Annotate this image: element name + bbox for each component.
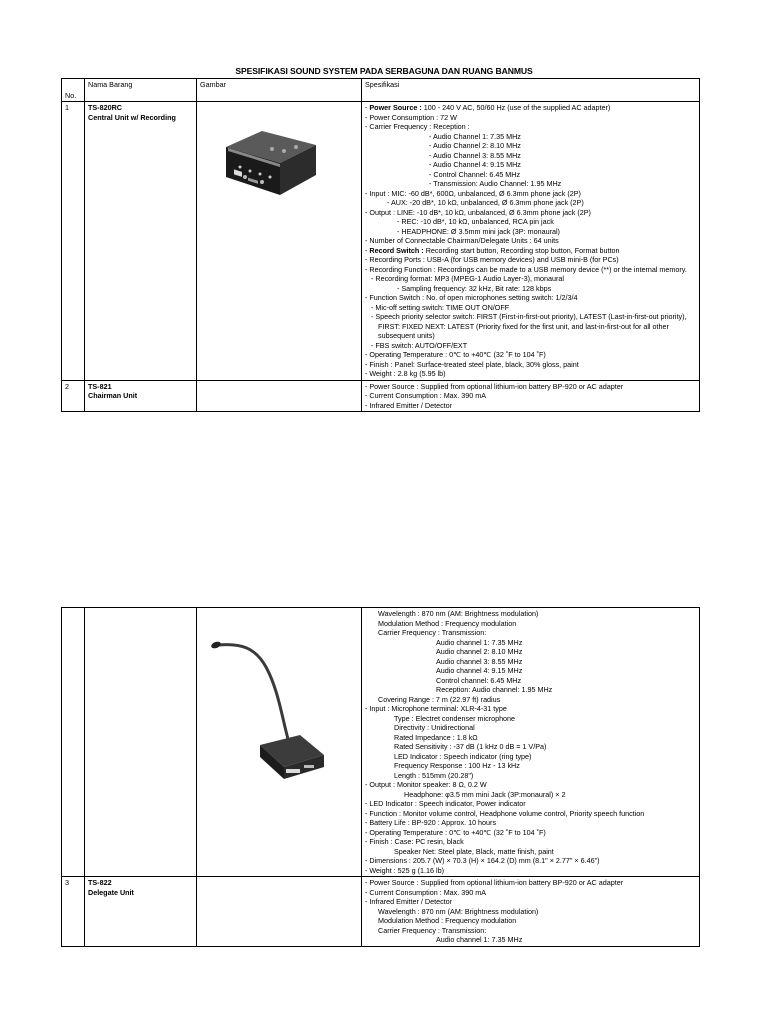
spec-text: Audio channel 1: 7.35 MHz [436, 637, 523, 647]
spec-line [365, 780, 696, 790]
item-no-empty [62, 608, 85, 877]
table-header-row [62, 79, 700, 102]
item-spec-cell [362, 102, 700, 381]
bullet-dash: - [365, 359, 370, 369]
spec-line [365, 742, 696, 752]
spec-line [365, 274, 696, 284]
bullet-dash: - [365, 369, 370, 378]
spec-text: Modulation Method : Frequency modulation [378, 618, 517, 628]
bullet-dash: - [365, 207, 370, 217]
spec-line [365, 350, 696, 360]
bullet-dash: - [365, 780, 370, 789]
item-image-cell [197, 608, 362, 877]
item-spec-cell [362, 877, 700, 947]
spec-text: Output : LINE: -10 dB*, 10 kΩ, unbalanced, Ø 6.3mm phone jack (2P) [369, 207, 591, 217]
spec-text: Audio channel 3: 8.55 MHz [436, 656, 523, 666]
spec-text: Finish : Case: PC resin, black [369, 837, 464, 846]
bullet-dash: - [365, 122, 370, 131]
spec-line [365, 160, 696, 170]
bullet-dash: - [365, 837, 370, 846]
spec-line [365, 916, 696, 926]
bullet-dash: - [365, 188, 370, 198]
spec-line [365, 685, 696, 695]
spec-line [365, 208, 696, 218]
spec-text: AUX: -20 dB*, 10 kΩ, unbalanced, Ø 6.3mm phone jack (2P) [391, 198, 584, 207]
spec-line [365, 723, 696, 733]
item-code: TS-821 [88, 381, 112, 391]
spec-line [365, 312, 696, 341]
spec-line [365, 878, 696, 888]
spec-line [365, 888, 696, 898]
bullet-dash: - [365, 878, 370, 887]
spec-text: Current Consumption : Max. 390 mA [369, 391, 487, 400]
header-image: Gambar [197, 79, 362, 102]
item-name: Chairman Unit [88, 391, 138, 400]
item-spec-cell [362, 608, 700, 877]
spec-text: Audio channel 4: 9.15 MHz [436, 666, 523, 675]
bullet-dash: - [397, 226, 402, 236]
spec-text: Audio Channel 1: 7.35 MHz [433, 131, 521, 141]
bullet-dash: - [365, 255, 370, 264]
table-row-item-1 [62, 102, 700, 381]
spec-list [365, 382, 696, 411]
bullet-dash: - [365, 400, 370, 410]
spec-text: Mic-off setting switch: TIME OUT ON/OFF [375, 302, 510, 312]
spec-line [365, 360, 696, 370]
bullet-dash: - [371, 340, 376, 350]
spec-line [365, 227, 696, 237]
spec-text: FBS switch: AUTO/OFF/EXT [375, 340, 468, 350]
spec-text: Covering Range : 7 m (22.97 ft) radius [378, 694, 501, 704]
spec-line [365, 265, 696, 275]
spec-line [365, 609, 696, 619]
spec-text: Weight : 525 g (1.16 lb) [369, 865, 444, 875]
spec-line [365, 704, 696, 714]
spec-text: Infrared Emitter / Detector [369, 897, 453, 906]
item-name-empty [85, 608, 197, 877]
spec-text: Speech priority selector switch: FIRST (First-in-first-out priority), LATEST (Last-in-first-out priority), FIRST: FIXED NEXT: LATEST (Priority fixed for the first unit, and last-in-first-out for all other subsequent units) [375, 312, 687, 340]
spec-text: Audio Channel 2: 8.10 MHz [433, 141, 521, 150]
item-image-cell [197, 102, 362, 381]
bullet-dash: - [365, 264, 370, 274]
spec-line [365, 818, 696, 828]
bullet-dash: - [429, 169, 434, 179]
spec-line [365, 856, 696, 866]
spec-text: Wavelength : 870 nm (AM: Brightness modulation) [378, 609, 539, 618]
item-name: Delegate Unit [88, 887, 134, 897]
table-row-item-2 [62, 380, 700, 412]
bullet-dash: - [371, 312, 376, 321]
spec-line [365, 217, 696, 227]
spec-text: Dimensions : 205.7 (W) × 70.3 (H) × 164.2 (D) mm (8.1" × 2.77" × 6.46") [369, 856, 600, 865]
item-no: 3 [62, 877, 85, 947]
spec-line [365, 847, 696, 857]
spec-line [365, 809, 696, 819]
spec-text: Control channel: 6.45 MHz [436, 675, 522, 685]
spec-label: Power Source : [369, 103, 424, 112]
spec-text: Speaker Net: Steel plate, Black, matte finish, paint [394, 846, 554, 856]
bullet-dash: - [429, 150, 433, 160]
spec-text: Finish : Panel: Surface-treated steel plate, black, 30% gloss, paint [369, 359, 579, 369]
bullet-dash: - [429, 131, 433, 141]
bullet-dash: - [365, 391, 370, 400]
spec-text: LED Indicator : Speech indicator, Power indicator [369, 799, 526, 808]
spec-line [365, 771, 696, 781]
spec-text: Operating Temperature : 0℃ to +40℃ (32 ˚F to 104 ˚F) [369, 350, 546, 359]
spec-line [365, 341, 696, 351]
spec-list [365, 103, 696, 379]
chairman-unit-image [200, 627, 358, 807]
spec-text: Power Source : Supplied from optional lithium-ion battery BP-920 or AC adapter [369, 878, 624, 887]
bullet-dash: - [365, 897, 370, 906]
spec-text: Function Switch : No. of open microphones setting switch: 1/2/3/4 [369, 293, 578, 302]
spec-line [365, 391, 696, 401]
spec-line [365, 733, 696, 743]
spec-line [365, 935, 696, 945]
spec-line [365, 761, 696, 771]
spec-text: Infrared Emitter / Detector [369, 400, 453, 410]
spec-text: Audio Channel 3: 8.55 MHz [433, 150, 521, 160]
spec-line [365, 179, 696, 189]
bullet-dash: - [371, 302, 376, 312]
item-name-cell [85, 102, 197, 381]
bullet-dash: - [429, 141, 433, 150]
spec-line [365, 828, 696, 838]
item-image-cell [197, 877, 362, 947]
spec-text: Control Channel: 6.45 MHz [433, 169, 521, 179]
table-row-item-2-continued [62, 608, 700, 877]
bullet-dash: - [365, 887, 370, 897]
bullet-dash: - [365, 865, 370, 875]
item-name-cell [85, 380, 197, 412]
spec-line [365, 752, 696, 762]
spec-text: Recording format: MP3 (MPEG-1 Audio Layer-3), monaural [375, 274, 564, 283]
header-spec: Spesifikasi [362, 79, 700, 102]
spec-line [365, 246, 696, 256]
spec-line [365, 113, 696, 123]
spec-line [365, 657, 696, 667]
bullet-dash: - [397, 217, 402, 226]
spec-text: Rated Impedance : 1.8 kΩ [394, 732, 478, 742]
bullet-dash: - [365, 245, 370, 255]
spec-text: Modulation Method : Frequency modulation [378, 916, 517, 925]
spec-text: Type : Electret condenser microphone [394, 713, 516, 723]
spec-text: Headphone: φ3.5 mm mini Jack (3P:monaural) × 2 [404, 789, 566, 799]
spec-line [365, 103, 696, 113]
bullet-dash: - [365, 112, 370, 122]
bullet-dash: - [429, 179, 434, 188]
bullet-dash: - [371, 274, 376, 283]
spec-line [365, 141, 696, 151]
spec-line [365, 236, 696, 246]
spec-text: Carrier Frequency : Reception : [369, 122, 470, 131]
bullet-dash: - [387, 198, 391, 207]
spec-text: REC: -10 dB*, 10 kΩ, unbalanced, RCA pin jack [401, 217, 554, 226]
spec-line [365, 132, 696, 142]
spec-text: Audio channel 1: 7.35 MHz [436, 935, 523, 944]
spec-text: Length : 515mm (20.28") [394, 770, 474, 780]
spec-text: Recording start button, Recording stop button, Format button [425, 245, 620, 255]
spec-line [365, 907, 696, 917]
spec-line [365, 293, 696, 303]
item-code: TS-822 [88, 878, 112, 887]
spec-line [365, 189, 696, 199]
spec-line [365, 122, 696, 132]
bullet-dash: - [365, 293, 370, 302]
spec-text: Input : MIC: -60 dB*, 600Ω, unbalanced, Ø 6.3mm phone jack (2P) [369, 188, 581, 198]
spec-text: Sampling frequency: 32 kHz, Bit rate: 128 kbps [401, 283, 552, 293]
item-name-cell [85, 877, 197, 947]
item-spec-cell [362, 380, 700, 412]
spec-line [365, 170, 696, 180]
spec-text: Output : Monitor speaker: 8 Ω, 0.2 W [369, 780, 487, 789]
spec-line [365, 799, 696, 809]
item-name: Central Unit w/ Recording [88, 112, 176, 122]
bullet-dash: - [365, 350, 370, 359]
spec-text: Audio channel 2: 8.10 MHz [436, 647, 523, 656]
spec-line [365, 638, 696, 648]
bullet-dash: - [365, 103, 370, 112]
spec-text: Battery Life : BP-920 : Approx. 10 hours [369, 818, 497, 827]
bullet-dash: - [365, 808, 370, 818]
spec-table-1 [61, 78, 700, 412]
spec-text: Carrier Frequency : Transmission: [378, 628, 487, 637]
spec-line [365, 628, 696, 638]
spec-list [365, 609, 696, 875]
spec-text: Current Consumption : Max. 390 mA [369, 887, 487, 897]
spec-text: Audio Channel 4: 9.15 MHz [433, 160, 521, 169]
spec-line [365, 303, 696, 313]
spec-line [365, 790, 696, 800]
table-row-item-3 [62, 877, 700, 947]
bullet-dash: - [365, 818, 370, 827]
spec-text: Power Consumption : 72 W [369, 112, 457, 122]
spec-text: Transmission: Audio Channel: 1.95 MHz [433, 179, 562, 188]
item-code: TS-820RC [88, 103, 122, 112]
spec-line [365, 382, 696, 392]
bullet-dash: - [365, 799, 370, 808]
spec-line [365, 619, 696, 629]
spec-line [365, 695, 696, 705]
item-no: 2 [62, 380, 85, 412]
spec-text: Weight : 2.8 kg (5.95 lb) [369, 369, 446, 378]
spec-text: Power Source : Supplied from optional lithium-ion battery BP-920 or AC adapter [369, 381, 624, 391]
spec-text: Recording Ports : USB-A (for USB memory devices) and USB mini-B (for PCs) [369, 255, 619, 264]
spec-line [365, 647, 696, 657]
spec-label: Record Switch : [369, 245, 426, 255]
spec-text: Frequency Response : 100 Hz - 13 kHz [394, 761, 520, 770]
bullet-dash: - [365, 704, 370, 713]
spec-text: HEADPHONE: Ø 3.5mm mini jack (3P: monaural) [401, 226, 560, 236]
item-image-cell [197, 380, 362, 412]
bullet-dash: - [365, 381, 370, 391]
page-title: SPESIFIKASI SOUND SYSTEM PADA SERBAGUNA DAN RUANG BANMUS [235, 66, 533, 76]
spec-line [365, 198, 696, 208]
spec-text: Carrier Frequency : Transmission: [378, 925, 487, 935]
spec-line [365, 151, 696, 161]
spec-line [365, 837, 696, 847]
spec-text: Directivity : Unidirectional [394, 723, 475, 732]
spec-text: Rated Sensitivity : -37 dB (1 kHz 0 dB = 1 V/Pa) [394, 742, 547, 751]
spec-text: LED Indicator : Speech indicator (ring type) [394, 751, 532, 761]
bullet-dash: - [365, 856, 370, 865]
header-name: Nama Barang [85, 79, 197, 102]
bullet-dash: - [429, 160, 433, 169]
item-no: 1 [62, 102, 85, 381]
bullet-dash: - [365, 236, 370, 245]
spec-line [365, 284, 696, 294]
bullet-dash: - [397, 283, 402, 293]
spec-line [365, 666, 696, 676]
spec-text: 100 - 240 V AC, 50/60 Hz (use of the supplied AC adapter) [423, 103, 611, 112]
spec-line [365, 926, 696, 936]
header-no: No. [62, 79, 85, 102]
spec-text: Number of Connectable Chairman/Delegate Units : 64 units [369, 236, 559, 245]
bullet-dash: - [365, 827, 370, 837]
spec-text: Input : Microphone terminal: XLR-4-31 type [369, 704, 507, 713]
spec-table-2 [61, 607, 700, 947]
spec-line [365, 714, 696, 724]
spec-text: Recording Function : Recordings can be made to a USB memory device (**) or the internal memory. [369, 264, 687, 274]
spec-line [365, 866, 696, 876]
spec-list [365, 878, 696, 945]
spec-text: Wavelength : 870 nm (AM: Brightness modulation) [378, 906, 539, 916]
central-unit-image [200, 117, 358, 207]
spec-line [365, 255, 696, 265]
spec-text: Reception: Audio channel: 1.95 MHz [436, 685, 553, 694]
spec-line [365, 676, 696, 686]
spec-line [365, 401, 696, 411]
spec-line [365, 897, 696, 907]
spec-text: Function : Monitor volume control, Headphone volume control, Priority speech function [369, 808, 645, 818]
spec-text: Operating Temperature : 0℃ to +40℃ (32 ˚F to 104 ˚F) [369, 827, 546, 837]
spec-line [365, 369, 696, 379]
